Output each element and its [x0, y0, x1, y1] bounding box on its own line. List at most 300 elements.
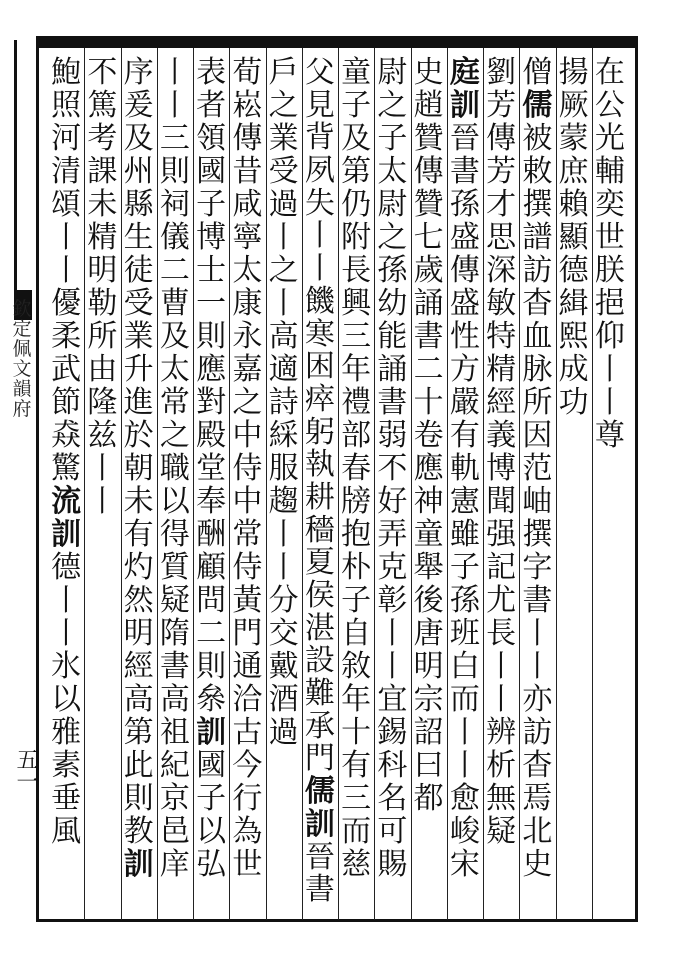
text-char: 丨: [449, 748, 480, 783]
text-char: 宜: [377, 682, 408, 717]
text-column: [82, 55, 122, 918]
text-char: 訪: [522, 715, 553, 750]
text-char: 名: [377, 781, 408, 816]
text-char: 流: [51, 484, 82, 519]
text-char: 而: [341, 814, 372, 849]
text-char: 詔: [413, 715, 444, 750]
text-char: 武: [51, 352, 82, 387]
text-char: 應: [196, 352, 227, 387]
text-char: 綵: [268, 418, 299, 453]
text-char: 辨: [486, 715, 517, 750]
text-column: [445, 55, 485, 918]
text-char: 徒: [123, 253, 154, 288]
text-char: 抱: [341, 517, 372, 552]
text-char: 紀: [159, 748, 190, 783]
text-char: 無: [486, 781, 517, 816]
text-char: 賴: [558, 187, 589, 222]
text-char: 第: [123, 715, 154, 750]
text-char: 敕: [522, 154, 553, 189]
text-char: 十: [413, 385, 444, 420]
text-char: 丨: [377, 616, 408, 651]
text-char: 國: [196, 748, 227, 783]
text-char: 未: [123, 484, 154, 519]
text-char: 芳: [486, 88, 517, 123]
text-char: 子: [449, 550, 480, 585]
text-char: 之: [232, 385, 263, 420]
text-char: 年: [341, 352, 372, 387]
text-char: 有: [341, 748, 372, 783]
text-char: 丨: [51, 583, 82, 618]
text-char: 深: [486, 253, 517, 288]
text-char: 僧: [522, 55, 553, 90]
text-char: 才: [486, 187, 517, 222]
text-char: 則: [196, 649, 227, 684]
text-char: 中: [232, 418, 263, 453]
text-char: 傳: [486, 121, 517, 156]
text-char: 奕: [594, 187, 625, 222]
text-char: 童: [341, 55, 372, 90]
text-char: 節: [51, 385, 82, 420]
text-char: 德: [558, 253, 589, 288]
text-char: 質: [159, 550, 190, 585]
text-column: [264, 55, 304, 918]
text-char: 錫: [377, 715, 408, 750]
margin-title-char: 欽: [12, 298, 32, 320]
text-char: 柔: [51, 319, 82, 354]
text-char: 丨: [51, 616, 82, 651]
text-char: 耕: [304, 479, 335, 515]
text-char: 輔: [594, 154, 625, 189]
text-char: 明: [87, 253, 118, 288]
text-char: 昔: [232, 154, 263, 189]
text-char: 酒: [268, 682, 299, 717]
text-char: 庶: [558, 154, 589, 189]
text-char: 盛: [449, 286, 480, 321]
text-char: 經: [123, 649, 154, 684]
text-char: 克: [377, 550, 408, 585]
text-char: 而: [449, 682, 480, 717]
text-char: 世: [232, 847, 263, 882]
text-char: 領: [196, 121, 227, 156]
text-char: 風: [51, 814, 82, 849]
margin-title-char: 定: [12, 317, 32, 340]
text-char: 以: [196, 814, 227, 849]
text-char: 然: [123, 583, 154, 618]
text-char: 州: [123, 154, 154, 189]
text-char: 訓: [449, 88, 480, 123]
text-char: 揚: [558, 55, 589, 90]
text-char: 芳: [486, 154, 517, 189]
text-char: 功: [558, 385, 589, 420]
text-char: 精: [486, 352, 517, 387]
text-char: 設: [304, 643, 335, 679]
text-char: 中: [232, 484, 263, 519]
text-char: 二: [159, 253, 190, 288]
text-char: 曰: [413, 748, 444, 783]
text-char: 方: [449, 352, 480, 387]
text-char: 朕: [594, 253, 625, 288]
text-char: 及: [159, 319, 190, 354]
text-char: 康: [232, 286, 263, 321]
text-char: 析: [486, 748, 517, 783]
text-char: 書: [522, 583, 553, 618]
text-char: 蒙: [558, 121, 589, 156]
text-char: 訓: [123, 847, 154, 882]
text-char: 杳: [522, 748, 553, 783]
text-char: 侯: [304, 578, 335, 613]
text-char: 服: [268, 451, 299, 486]
text-char: 譜: [522, 220, 553, 255]
text-char: 爰: [123, 88, 154, 123]
text-char: 晉: [449, 121, 480, 156]
page-top-border: [36, 36, 638, 48]
text-column: [372, 55, 412, 918]
text-char: 猋: [51, 418, 82, 453]
text-char: 子: [377, 121, 408, 156]
text-char: 者: [196, 88, 227, 123]
text-char: 都: [413, 781, 444, 816]
text-char: 丨: [51, 253, 82, 288]
text-char: 部: [341, 418, 372, 453]
text-char: 聞: [486, 484, 517, 519]
text-char: 堂: [196, 451, 227, 486]
text-char: 永: [232, 319, 263, 354]
text-char: 熙: [558, 319, 589, 354]
margin-title-char: 佩: [12, 337, 32, 360]
text-column: [590, 55, 630, 918]
text-char: 邑: [159, 814, 190, 849]
text-char: 能: [377, 319, 408, 354]
text-char: 因: [522, 418, 553, 453]
text-char: 之: [159, 418, 190, 453]
text-char: 北: [522, 814, 553, 849]
text-char: 則: [196, 319, 227, 354]
text-char: 歲: [413, 253, 444, 288]
text-char: 咸: [232, 187, 263, 222]
text-char: 牓: [341, 484, 372, 519]
text-char: 誦: [377, 352, 408, 387]
text-char: 書: [413, 319, 444, 354]
text-char: 書: [159, 649, 190, 684]
text-char: 為: [232, 814, 263, 849]
text-char: 賜: [377, 847, 408, 882]
text-char: 第: [341, 154, 372, 189]
text-char: 史: [522, 847, 553, 882]
text-char: 兹: [87, 418, 118, 453]
text-char: 序: [123, 55, 154, 90]
text-char: 士: [196, 253, 227, 288]
text-char: 不: [87, 55, 118, 90]
text-char: 十: [341, 715, 372, 750]
text-char: 晉: [304, 839, 335, 875]
text-char: 優: [51, 286, 82, 321]
text-char: 白: [449, 649, 480, 684]
text-char: 光: [594, 121, 625, 156]
text-char: 仰: [594, 319, 625, 354]
text-char: 一: [196, 286, 227, 321]
text-char: 丨: [268, 550, 299, 585]
text-char: 世: [594, 220, 625, 255]
text-char: 縣: [123, 187, 154, 222]
text-char: 太: [159, 352, 190, 387]
text-char: 尉: [377, 55, 408, 90]
margin-title-char: 韻: [12, 377, 32, 400]
text-char: 隆: [87, 385, 118, 420]
text-char: 夙: [304, 153, 335, 189]
text-char: 敏: [486, 286, 517, 321]
text-char: 尊: [594, 418, 625, 453]
text-char: 經: [486, 385, 517, 420]
text-column: [409, 55, 449, 918]
text-char: 雖: [449, 517, 480, 552]
text-char: 焉: [522, 781, 553, 816]
text-char: 軌: [449, 451, 480, 486]
text-char: 失: [304, 185, 335, 221]
text-char: 范: [522, 451, 553, 486]
text-char: 顯: [558, 220, 589, 255]
text-char: 頌: [51, 187, 82, 222]
text-char: 所: [87, 319, 118, 354]
text-char: 庭: [449, 55, 480, 90]
text-char: 古: [232, 715, 263, 750]
text-char: 於: [123, 418, 154, 453]
text-char: 不: [377, 451, 408, 486]
text-char: 訪: [522, 253, 553, 288]
text-char: 神: [413, 484, 444, 519]
text-char: 隋: [159, 616, 190, 651]
text-char: 孫: [377, 253, 408, 288]
text-char: 血: [522, 319, 553, 354]
text-char: 此: [123, 748, 154, 783]
text-char: 嘉: [232, 352, 263, 387]
text-char: 愈: [449, 781, 480, 816]
text-char: 慈: [341, 847, 372, 882]
text-char: 酬: [196, 517, 227, 552]
text-char: 儒: [522, 88, 553, 123]
text-char: 丨: [87, 484, 118, 519]
text-column: [300, 55, 340, 918]
text-char: 訓: [196, 715, 227, 750]
text-char: 緝: [558, 286, 589, 321]
text-char: 高: [268, 319, 299, 354]
text-char: 劉: [486, 55, 517, 90]
text-char: 通: [232, 649, 263, 684]
text-char: 之: [268, 88, 299, 123]
text-char: 興: [341, 286, 372, 321]
text-char: 儒: [304, 774, 335, 810]
text-char: 仍: [341, 187, 372, 222]
text-char: 義: [486, 418, 517, 453]
text-char: 過: [268, 187, 299, 222]
text-char: 教: [123, 814, 154, 849]
text-char: 丨: [304, 251, 335, 287]
text-char: 清: [51, 154, 82, 189]
text-char: 奉: [196, 484, 227, 519]
text-char: 洽: [232, 682, 263, 717]
text-char: 承: [304, 708, 335, 744]
text-char: 詩: [268, 385, 299, 420]
text-char: 殿: [196, 418, 227, 453]
text-char: 宗: [413, 682, 444, 717]
text-char: 記: [486, 550, 517, 585]
text-char: 特: [486, 319, 517, 354]
text-char: 在: [594, 55, 625, 90]
text-char: 太: [377, 154, 408, 189]
text-char: 顧: [196, 550, 227, 585]
text-column: [191, 55, 231, 918]
text-char: 贊: [413, 187, 444, 222]
text-char: 進: [123, 385, 154, 420]
text-char: 有: [123, 517, 154, 552]
text-char: 饑: [304, 283, 335, 319]
margin-title-char: 府: [12, 397, 32, 420]
text-char: 趨: [268, 484, 299, 519]
text-char: 及: [123, 121, 154, 156]
text-char: 則: [159, 154, 190, 189]
text-char: 鮑: [51, 55, 82, 90]
text-char: 性: [449, 319, 480, 354]
text-char: 丨: [268, 286, 299, 321]
text-char: 問: [196, 583, 227, 618]
text-char: 子: [341, 583, 372, 618]
text-char: 丨: [486, 682, 517, 717]
text-char: 尉: [377, 187, 408, 222]
text-char: 黃: [232, 583, 263, 618]
text-char: 宋: [449, 847, 480, 882]
text-char: 門: [304, 741, 335, 777]
text-column: [554, 55, 594, 918]
text-char: 國: [196, 154, 227, 189]
text-char: 困: [304, 349, 335, 385]
text-char: 書: [377, 385, 408, 420]
text-char: 父: [304, 55, 335, 90]
text-char: 思: [486, 220, 517, 255]
text-char: 字: [522, 550, 553, 585]
text-char: 德: [51, 550, 82, 585]
text-char: 贊: [413, 121, 444, 156]
text-char: 垂: [51, 781, 82, 816]
text-char: 憲: [449, 484, 480, 519]
text-char: 表: [196, 55, 227, 90]
text-char: 躬: [304, 414, 335, 450]
text-char: 崧: [232, 88, 263, 123]
text-char: 舉: [413, 550, 444, 585]
text-char: 敘: [341, 649, 372, 684]
text-char: 朝: [123, 451, 154, 486]
text-char: 丨: [51, 220, 82, 255]
text-char: 訓: [51, 517, 82, 552]
text-char: 業: [123, 319, 154, 354]
text-char: 年: [341, 682, 372, 717]
text-char: 之: [377, 88, 408, 123]
text-char: 丨: [449, 715, 480, 750]
text-char: 撰: [522, 517, 553, 552]
text-char: 過: [268, 715, 299, 750]
text-char: 對: [196, 385, 227, 420]
text-char: 史: [413, 55, 444, 90]
text-char: 孫: [449, 187, 480, 222]
text-char: 有: [449, 418, 480, 453]
text-char: 挹: [594, 286, 625, 321]
text-char: 卷: [413, 418, 444, 453]
text-char: 課: [87, 154, 118, 189]
text-char: 長: [486, 616, 517, 651]
text-char: 升: [123, 352, 154, 387]
text-column: [227, 55, 267, 918]
text-char: 嚴: [449, 385, 480, 420]
text-char: 京: [159, 781, 190, 816]
text-char: 今: [232, 748, 263, 783]
text-char: 科: [377, 748, 408, 783]
text-char: 丨: [159, 88, 190, 123]
text-char: 及: [341, 121, 372, 156]
text-char: 常: [232, 517, 263, 552]
text-char: 以: [159, 484, 190, 519]
text-char: 荀: [232, 55, 263, 90]
text-char: 灼: [123, 550, 154, 585]
text-char: 子: [196, 187, 227, 222]
margin-title-char: 文: [12, 357, 32, 380]
margin-rule: [14, 40, 21, 290]
text-char: 執: [304, 447, 335, 483]
text-char: 好: [377, 484, 408, 519]
text-char: 尤: [486, 583, 517, 618]
text-char: 脉: [522, 352, 553, 387]
text-char: 背: [304, 120, 335, 156]
text-char: 强: [486, 517, 517, 552]
text-char: 丨: [522, 616, 553, 651]
text-char: 庠: [159, 847, 190, 882]
text-char: 明: [123, 616, 154, 651]
text-char: 精: [87, 220, 118, 255]
text-char: 誦: [413, 286, 444, 321]
text-char: 戶: [268, 55, 299, 90]
text-char: 書: [304, 872, 335, 908]
text-char: 丨: [486, 649, 517, 684]
text-char: 適: [268, 352, 299, 387]
text-char: 則: [123, 781, 154, 816]
text-char: 弘: [196, 847, 227, 882]
text-char: 湛: [304, 610, 335, 646]
text-char: 由: [87, 352, 118, 387]
text-char: 博: [486, 451, 517, 486]
text-char: 長: [341, 253, 372, 288]
text-char: 峻: [449, 814, 480, 849]
text-char: 公: [594, 88, 625, 123]
text-column: [119, 55, 159, 918]
text-char: 之: [268, 253, 299, 288]
text-char: 丨: [522, 649, 553, 684]
text-char: 儀: [159, 220, 190, 255]
text-char: 雅: [51, 715, 82, 750]
text-char: 夏: [304, 545, 335, 581]
text-char: 子: [196, 781, 227, 816]
text-char: 盛: [449, 220, 480, 255]
text-char: 弄: [377, 517, 408, 552]
text-char: 二: [413, 352, 444, 387]
text-char: 傳: [413, 154, 444, 189]
text-char: 分: [268, 583, 299, 618]
text-char: 二: [196, 616, 227, 651]
text-char: 高: [123, 682, 154, 717]
text-char: 考: [87, 121, 118, 156]
text-char: 書: [449, 154, 480, 189]
text-char: 幼: [377, 286, 408, 321]
text-char: 丨: [268, 517, 299, 552]
text-char: 得: [159, 517, 190, 552]
text-char: 禮: [341, 385, 372, 420]
text-char: 丨: [304, 218, 335, 254]
